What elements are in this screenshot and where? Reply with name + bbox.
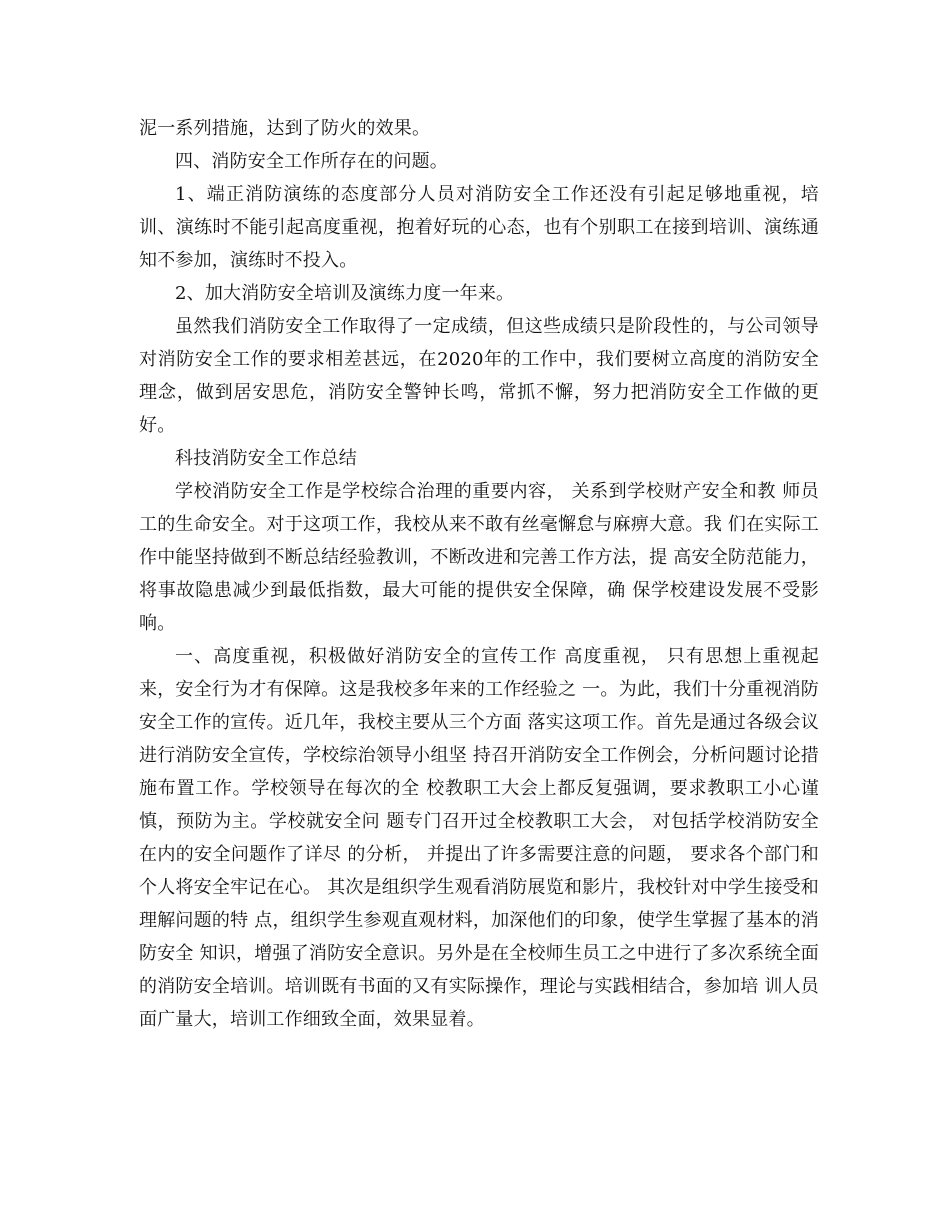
document-subtitle: 科技消防安全工作总结 (175, 448, 357, 469)
paragraph-conclusion: 虽然我们消防安全工作取得了一定成绩，但这些成绩只是阶段性的，与公司领导对消防安全工作的要求相差甚远，在2020年的工作中，我们要树立高度的消防安全理念，做到居安思危，消防安全警钟长鸣，常抓不懈，努力把消防安全工作做的更好。 (139, 316, 819, 436)
paragraph-item-1: 1、端正消防演练的态度部分人员对消防安全工作还没有引起足够地重视，培训、演练时不能引起高度重视，抱着好玩的心态，也有个别职工在接到培训、演练通知不参加，演练时不投入。 (139, 184, 819, 271)
paragraph-continuation: 泥一系列措施，达到了防火的效果。 (139, 118, 431, 139)
section-heading-problems: 四、消防安全工作所存在的问题。 (175, 151, 448, 172)
document-body (139, 112, 819, 1036)
paragraph-section-one: 一、高度重视，积极做好消防安全的宣传工作 高度重视， 只有思想上重视起来，安全行为才有保障。这是我校多年来的工作经验之 一。为此，我们十分重视消防安全工作的宣传。近几年，我校主要从三个方面 落实这项工作。首先是通过各级会议进行消防安全宣传，学校综治领导小组坚 持召开消防安全工作例会，分析问题讨论措施布置工作。学校领导在每次的全 校教职工大会上都反复强调，要求教职工小心谨慎，预防为主。学校就安全问 题专门召开过全校教职工大会， 对包括学校消防安全在内的安全问题作了详尽 的分析， 并提出了许多需要注意的问题， 要求各个部门和个人将安全牢记在心。 其次是组织学生观看消防展览和影片，我校针对中学生接受和理解问题的特 点，组织学生参观直观材料，加深他们的印象，使学生掌握了基本的消防安全 知识，增强了消防安全意识。另外是在全校师生员工之中进行了多次系统全面 的消防安全培训。培训既有书面的又有实际操作，理论与实践相结合，参加培 训人员面广量大，培训工作细致全面，效果显着。 (139, 646, 819, 1030)
paragraph-intro: 学校消防安全工作是学校综合治理的重要内容， 关系到学校财产安全和教 师员工的生命安全。对于这项工作，我校从来不敢有丝毫懈怠与麻痹大意。我 们在实际工作中能坚持做到不断总结经验教训，不断改进和完善工作方法，提 高安全防范能力，将事故隐患减少到最低指数，最大可能的提供安全保障，确 保学校建设发展不受影响。 (139, 481, 819, 634)
paragraph-item-2: 2、加大消防安全培训及演练力度一年来。 (175, 283, 515, 304)
